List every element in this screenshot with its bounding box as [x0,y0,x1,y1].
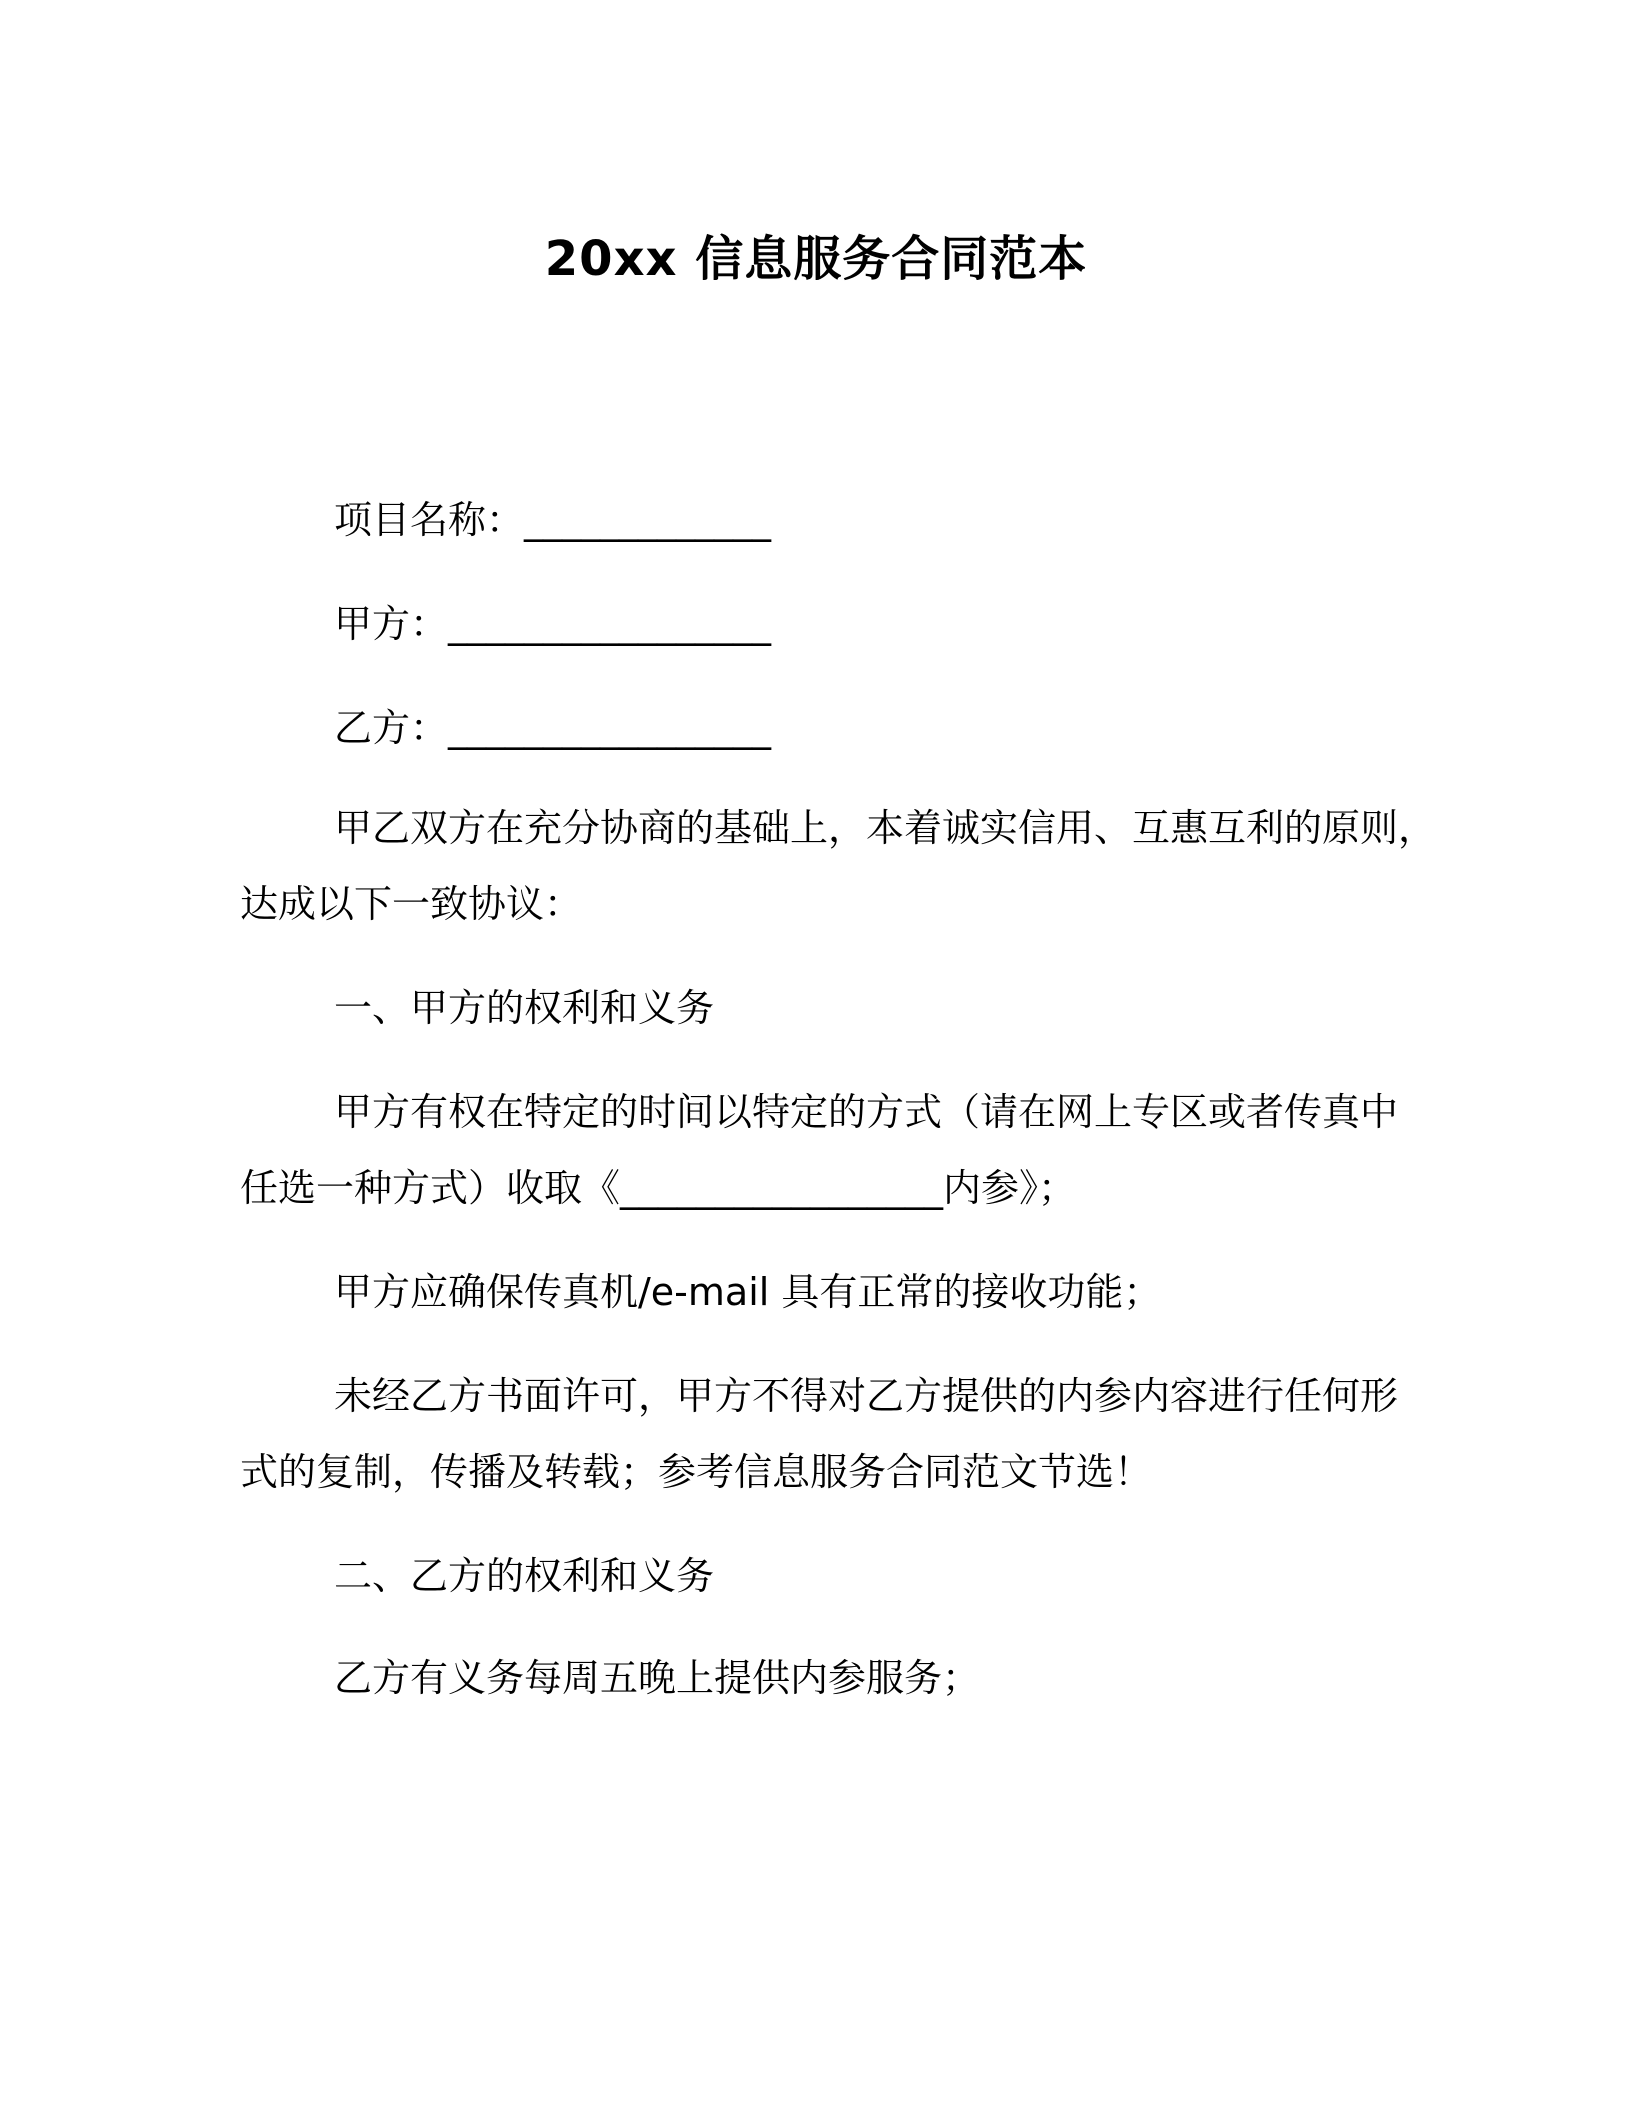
section-2-heading: 二、乙方的权利和义务 [334,1554,715,1598]
section-1-heading: 一、甲方的权利和义务 [334,986,715,1030]
section-1-paragraph-3-line-2: 式的复制，传播及转载；参考信息服务合同范文节选！ [240,1450,1153,1494]
party-a-field: 甲方：_________________ [334,602,772,646]
section-1-paragraph-2: 甲方应确保传真机/e-mail 具有正常的接收功能； [334,1270,1162,1314]
project-name-field: 项目名称：_____________ [334,498,772,542]
document-title: 20xx 信息服务合同范本 [544,231,1088,287]
section-2-paragraph-1: 乙方有义务每周五晚上提供内参服务； [334,1656,981,1700]
party-b-field: 乙方：_________________ [334,706,772,750]
section-1-paragraph-1-line-1: 甲方有权在特定的时间以特定的方式（请在网上专区或者传真中 [334,1090,1399,1134]
section-1-paragraph-3-line-1: 未经乙方书面许可，甲方不得对乙方提供的内参内容进行任何形 [334,1374,1399,1418]
intro-line-1: 甲乙双方在充分协商的基础上，本着诚实信用、互惠互利的原则， [334,806,1437,850]
section-1-paragraph-1-line-2: 任选一种方式）收取《_________________内参》； [240,1166,1077,1210]
intro-line-2: 达成以下一致协议： [240,882,583,926]
